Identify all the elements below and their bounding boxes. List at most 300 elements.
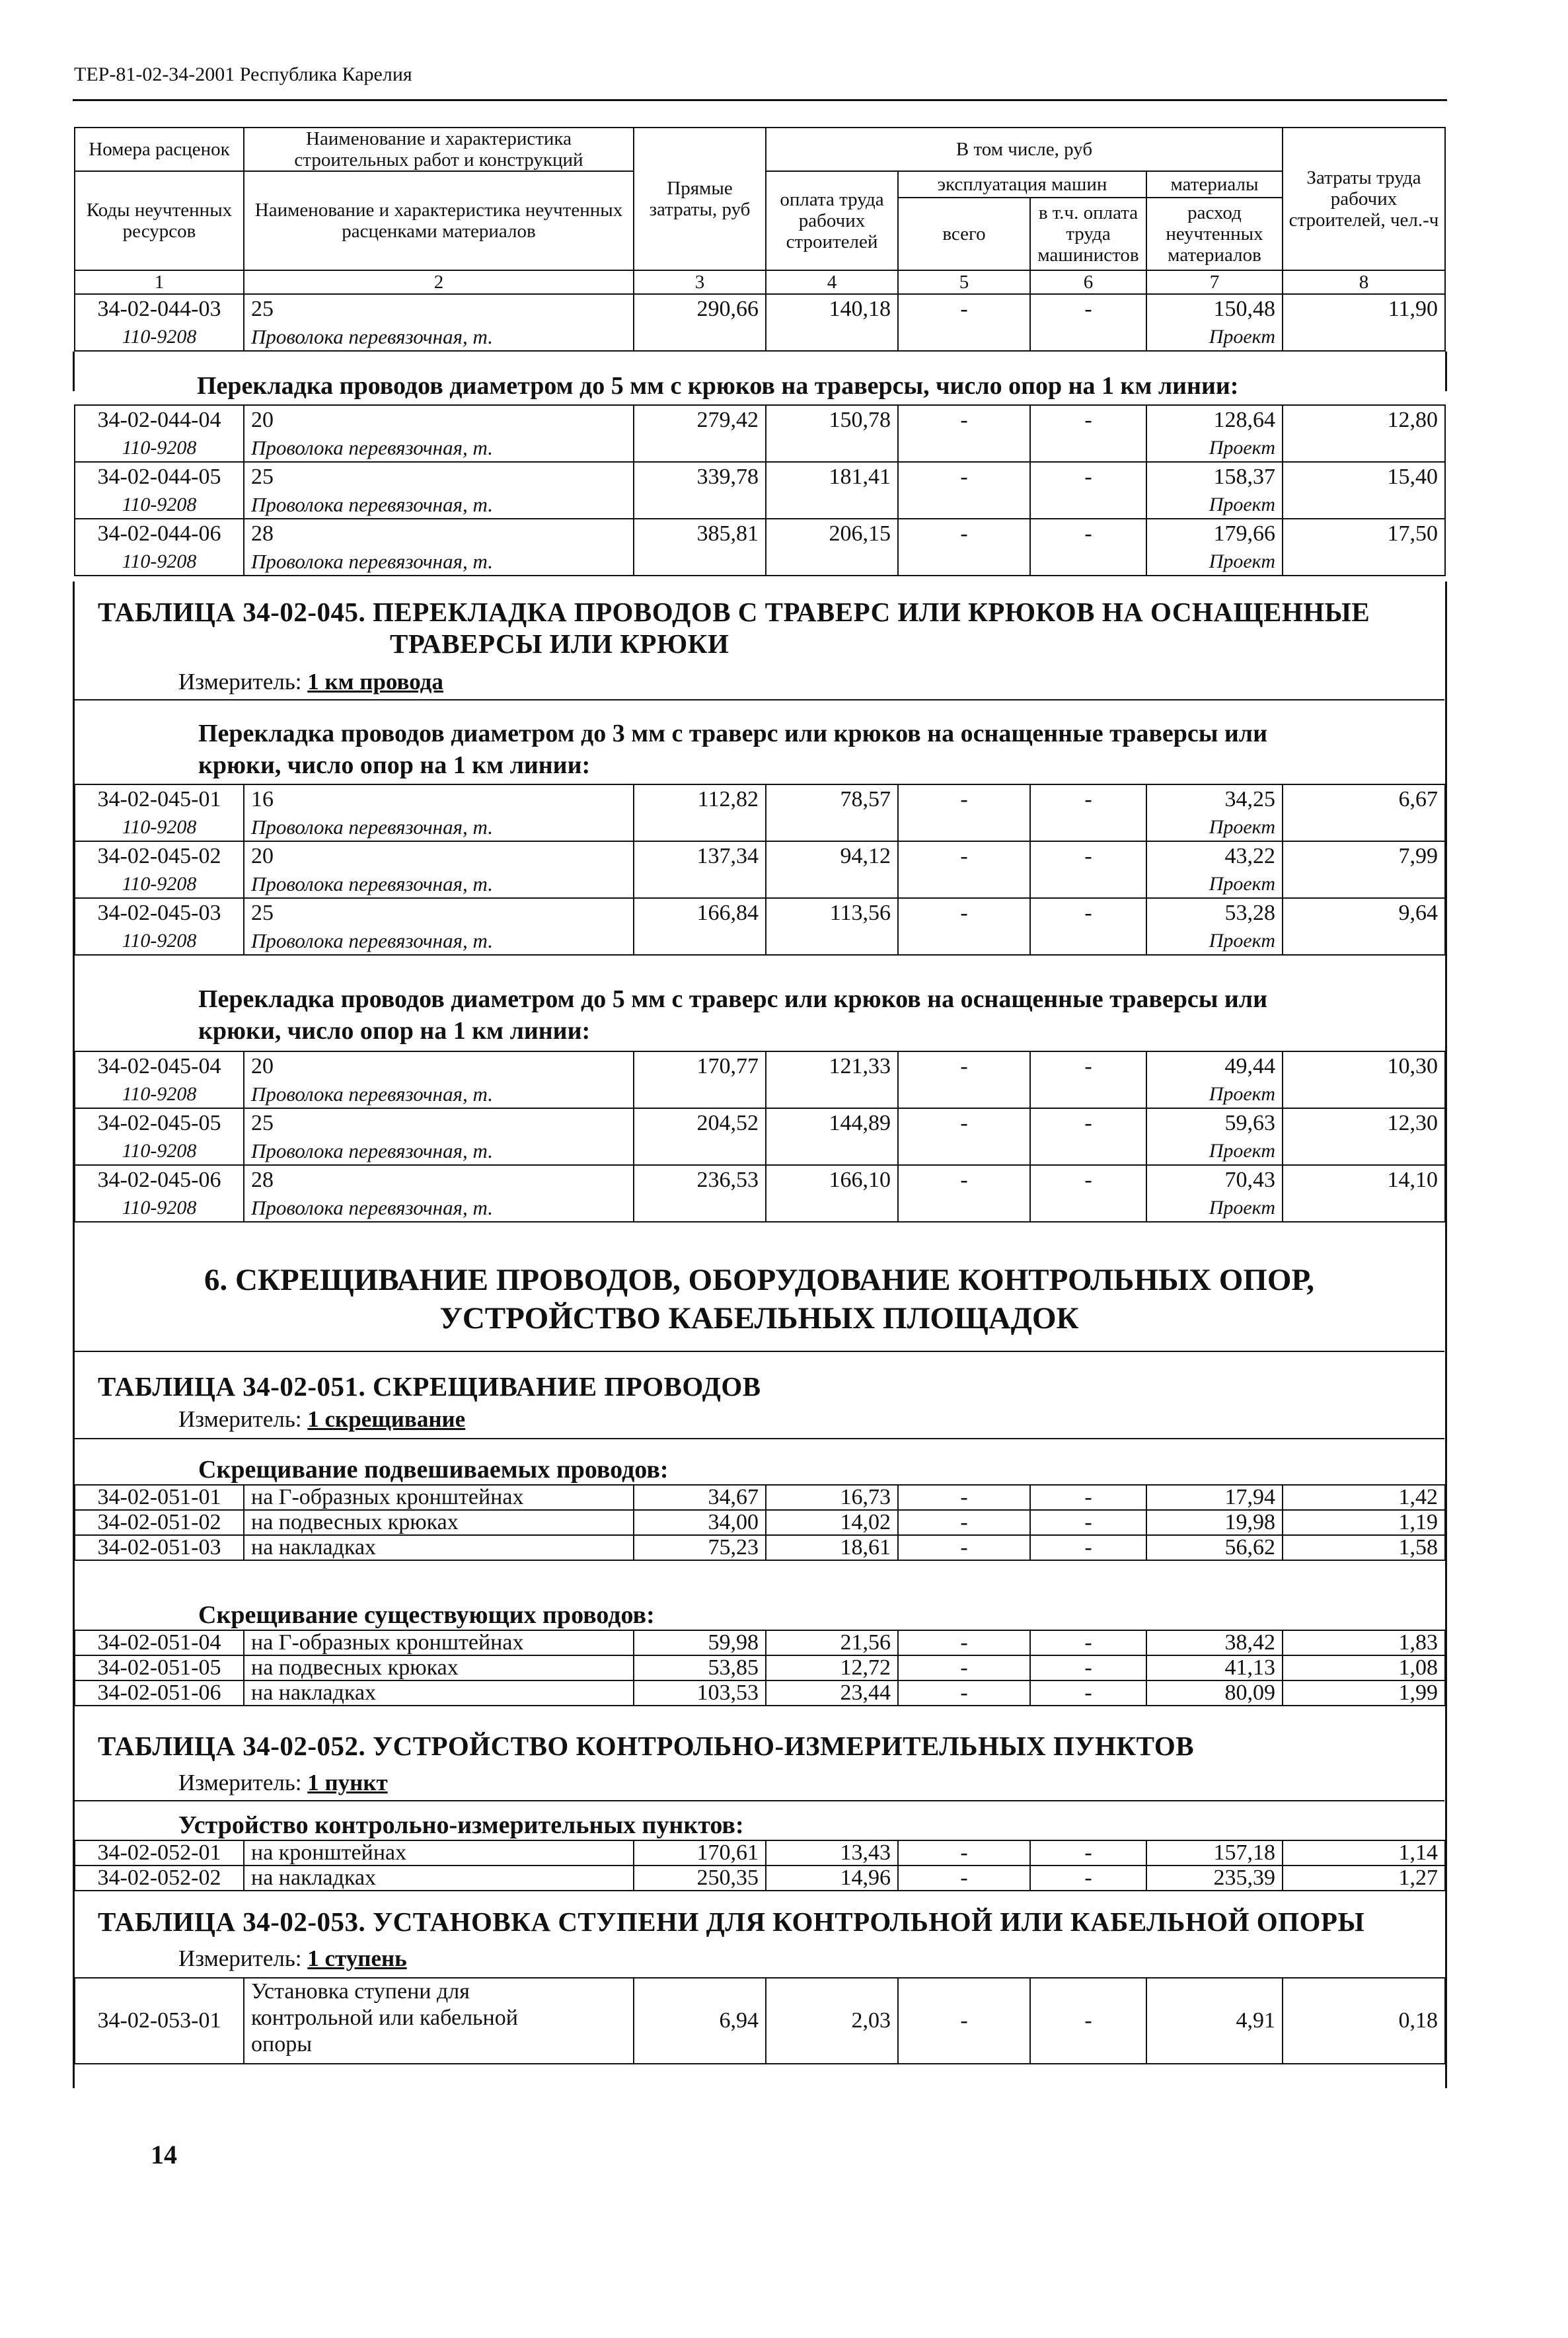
labor-hours: 1,19 [1283, 1510, 1445, 1535]
direct-cost: 59,98 [634, 1630, 766, 1655]
measure-label [178, 1770, 388, 1796]
empty-cell [634, 435, 766, 462]
table-row [75, 841, 1445, 871]
empty-cell [766, 324, 898, 351]
resource-code: 110-9208 [75, 1195, 244, 1222]
direct-cost: 166,84 [634, 898, 766, 928]
materials-cost: 4,91 [1146, 1978, 1283, 2064]
col-index: 7 [1146, 270, 1283, 294]
resource-code: 110-9208 [75, 1081, 244, 1108]
machine-total: - [898, 405, 1030, 435]
measure-value: 1 ступень [307, 1945, 407, 1971]
machine-total: - [898, 1510, 1030, 1535]
machinist-pay: - [1030, 784, 1146, 814]
machinist-pay: - [1030, 1630, 1146, 1655]
labor-hours: 9,64 [1283, 898, 1445, 928]
col-direct-costs: Прямые затраты, руб [634, 128, 766, 270]
work-name: 20 [244, 1051, 634, 1081]
work-name-line: контрольной или кабельной [251, 2006, 518, 2030]
project-note: Проект [1146, 1195, 1283, 1222]
section-rule [73, 1438, 1444, 1439]
empty-cell [766, 871, 898, 898]
labor-pay: 23,44 [766, 1680, 898, 1706]
labor-hours: 1,27 [1283, 1866, 1445, 1891]
col-rate-numbers: Номера расценок [75, 128, 244, 171]
materials-cost: 179,66 [1146, 519, 1283, 548]
rate-code: 34-02-052-02 [75, 1866, 244, 1891]
labor-pay: 2,03 [766, 1978, 898, 2064]
labor-hours: 1,08 [1283, 1655, 1445, 1680]
rate-code: 34-02-044-05 [75, 462, 244, 492]
labor-hours: 1,99 [1283, 1680, 1445, 1706]
direct-cost: 279,42 [634, 405, 766, 435]
machine-total: - [898, 462, 1030, 492]
rates-table-052 [74, 1840, 1446, 1891]
direct-cost: 137,34 [634, 841, 766, 871]
labor-hours: 1,83 [1283, 1630, 1445, 1655]
empty-cell [634, 548, 766, 576]
empty-cell [1030, 1138, 1146, 1165]
rate-code: 34-02-045-03 [75, 898, 244, 928]
machine-total: - [898, 1165, 1030, 1195]
machinist-pay: - [1030, 1840, 1146, 1866]
table-045-title-cont: ТРАВЕРСЫ ИЛИ КРЮКИ [390, 628, 729, 659]
labor-pay: 113,56 [766, 898, 898, 928]
material-name: Проволока перевязочная, т. [244, 928, 634, 955]
col-index: 5 [898, 270, 1030, 294]
empty-cell [766, 928, 898, 955]
col-index: 6 [1030, 270, 1146, 294]
material-name: Проволока перевязочная, т. [244, 548, 634, 576]
materials-cost: 59,63 [1146, 1108, 1283, 1138]
project-note: Проект [1146, 492, 1283, 519]
direct-cost: 34,67 [634, 1485, 766, 1510]
table-row [75, 1108, 1445, 1138]
material-row [75, 324, 1445, 351]
machinist-pay: - [1030, 898, 1146, 928]
materials-cost: 56,62 [1146, 1535, 1283, 1560]
work-name-line: опоры [251, 2032, 313, 2056]
section-rule [73, 699, 1444, 700]
rates-table-044a [74, 293, 1446, 352]
empty-cell [766, 1195, 898, 1222]
resource-code: 110-9208 [75, 928, 244, 955]
labor-hours: 6,67 [1283, 784, 1445, 814]
direct-cost: 204,52 [634, 1108, 766, 1138]
labor-pay: 150,78 [766, 405, 898, 435]
materials-cost: 34,25 [1146, 784, 1283, 814]
work-name: на подвесных крюках [244, 1510, 634, 1535]
materials-cost: 38,42 [1146, 1630, 1283, 1655]
group-title-cont: крюки, число опор на 1 км линии: [198, 1017, 591, 1045]
empty-cell [634, 814, 766, 841]
machine-total: - [898, 294, 1030, 324]
machinist-pay: - [1030, 1051, 1146, 1081]
rate-code: 34-02-053-01 [75, 1978, 244, 2064]
labor-pay: 94,12 [766, 841, 898, 871]
labor-hours: 11,90 [1283, 294, 1445, 324]
direct-cost: 290,66 [634, 294, 766, 324]
direct-cost: 112,82 [634, 784, 766, 814]
measure-label [178, 1945, 407, 1972]
measure-caption: Измеритель: [178, 1406, 302, 1432]
table-row [75, 1051, 1445, 1081]
measure-label [178, 669, 443, 695]
machine-total: - [898, 1655, 1030, 1680]
project-note: Проект [1146, 435, 1283, 462]
machine-total: - [898, 1978, 1030, 2064]
col-index: 4 [766, 270, 898, 294]
empty-cell [1030, 1195, 1146, 1222]
empty-cell [898, 324, 1030, 351]
resource-code: 110-9208 [75, 435, 244, 462]
empty-cell [766, 814, 898, 841]
labor-hours: 1,42 [1283, 1485, 1445, 1510]
materials-cost: 49,44 [1146, 1051, 1283, 1081]
materials-cost: 80,09 [1146, 1680, 1283, 1706]
empty-cell [898, 548, 1030, 576]
materials-cost: 157,18 [1146, 1840, 1283, 1866]
work-name: 28 [244, 1165, 634, 1195]
machinist-pay: - [1030, 1866, 1146, 1891]
col-index: 1 [75, 270, 244, 294]
machinist-pay: - [1030, 1655, 1146, 1680]
labor-pay: 166,10 [766, 1165, 898, 1195]
labor-pay: 206,15 [766, 519, 898, 548]
measure-value: 1 км провода [307, 669, 443, 695]
materials-cost: 235,39 [1146, 1866, 1283, 1891]
section-6-title-cont: УСТРОЙСТВО КАБЕЛЬНЫХ ПЛОЩАДОК [439, 1301, 1079, 1336]
table-row [75, 1866, 1445, 1891]
empty-cell [1283, 871, 1445, 898]
materials-cost: 70,43 [1146, 1165, 1283, 1195]
measure-caption: Измеритель: [178, 1945, 302, 1971]
group-title: Скрещивание существующих проводов: [198, 1601, 655, 1629]
labor-pay: 181,41 [766, 462, 898, 492]
labor-pay: 18,61 [766, 1535, 898, 1560]
direct-cost: 103,53 [634, 1680, 766, 1706]
measure-caption: Измеритель: [178, 1770, 302, 1795]
table-row [75, 1535, 1445, 1560]
work-name: на накладках [244, 1535, 634, 1560]
machinist-pay: - [1030, 1978, 1146, 2064]
rate-code: 34-02-045-01 [75, 784, 244, 814]
measure-value: 1 скрещивание [307, 1406, 466, 1432]
empty-cell [1283, 1081, 1445, 1108]
work-name: на накладках [244, 1680, 634, 1706]
work-name: на подвесных крюках [244, 1655, 634, 1680]
table-row [75, 1510, 1445, 1535]
header-rule [73, 99, 1447, 101]
table-row [75, 1485, 1445, 1510]
col-including: В том числе, руб [766, 128, 1283, 171]
empty-cell [1283, 492, 1445, 519]
direct-cost: 170,61 [634, 1840, 766, 1866]
direct-cost: 385,81 [634, 519, 766, 548]
col-index: 2 [244, 270, 634, 294]
labor-hours: 15,40 [1283, 462, 1445, 492]
group-title: Перекладка проводов диаметром до 3 мм с траверс или крюков на оснащенные траверсы или [198, 720, 1268, 747]
materials-cost: 43,22 [1146, 841, 1283, 871]
col-machine-total: всего [898, 198, 1030, 270]
resource-code: 110-9208 [75, 1138, 244, 1165]
empty-cell [1030, 871, 1146, 898]
group-title-cont: крюки, число опор на 1 км линии: [198, 751, 591, 779]
col-material-consumption: расход неучтенных материалов [1146, 198, 1283, 270]
material-name: Проволока перевязочная, т. [244, 1081, 634, 1108]
section-rule [73, 1351, 1444, 1352]
machinist-pay: - [1030, 1535, 1146, 1560]
rates-table-051b [74, 1630, 1446, 1706]
direct-cost: 6,94 [634, 1978, 766, 2064]
table-row [75, 1165, 1445, 1195]
machinist-pay: - [1030, 1108, 1146, 1138]
rate-code: 34-02-051-05 [75, 1655, 244, 1680]
labor-hours: 7,99 [1283, 841, 1445, 871]
empty-cell [634, 928, 766, 955]
resource-code: 110-9208 [75, 871, 244, 898]
empty-cell [1030, 324, 1146, 351]
col-work-name: Наименование и характеристика строительных работ и конструкций [244, 128, 634, 171]
group-title: Перекладка проводов диаметром до 5 мм с крюков на траверсы, число опор на 1 км линии: [197, 372, 1239, 400]
rate-code: 34-02-051-01 [75, 1485, 244, 1510]
empty-cell [1283, 814, 1445, 841]
group-title: Скрещивание подвешиваемых проводов: [198, 1456, 669, 1484]
material-row [75, 548, 1445, 576]
direct-cost: 250,35 [634, 1866, 766, 1891]
col-index: 8 [1283, 270, 1445, 294]
table-row [75, 462, 1445, 492]
resource-code: 110-9208 [75, 492, 244, 519]
material-name: Проволока перевязочная, т. [244, 814, 634, 841]
rates-table-051a [74, 1484, 1446, 1561]
col-worker-pay: оплата труда рабочих строителей [766, 171, 898, 270]
col-materials: материалы [1146, 171, 1283, 198]
empty-cell [1283, 1138, 1445, 1165]
col-resource-codes: Коды неучтенных ресурсов [75, 171, 244, 270]
machinist-pay: - [1030, 1510, 1146, 1535]
labor-hours: 14,10 [1283, 1165, 1445, 1195]
project-note: Проект [1146, 1138, 1283, 1165]
work-name: 16 [244, 784, 634, 814]
labor-pay: 121,33 [766, 1051, 898, 1081]
rates-table-053 [74, 1977, 1446, 2064]
machinist-pay: - [1030, 1485, 1146, 1510]
empty-cell [634, 492, 766, 519]
empty-cell [766, 1138, 898, 1165]
rate-code: 34-02-044-06 [75, 519, 244, 548]
measure-label [178, 1406, 465, 1433]
empty-cell [898, 871, 1030, 898]
labor-pay: 21,56 [766, 1630, 898, 1655]
rate-code: 34-02-045-05 [75, 1108, 244, 1138]
material-row [75, 814, 1445, 841]
work-name: 20 [244, 405, 634, 435]
table-row [75, 1978, 1445, 2064]
machine-total: - [898, 1680, 1030, 1706]
empty-cell [898, 1081, 1030, 1108]
labor-pay: 144,89 [766, 1108, 898, 1138]
machine-total: - [898, 784, 1030, 814]
work-name: 25 [244, 1108, 634, 1138]
labor-pay: 140,18 [766, 294, 898, 324]
rate-code: 34-02-051-06 [75, 1680, 244, 1706]
labor-hours: 10,30 [1283, 1051, 1445, 1081]
work-name: на накладках [244, 1866, 634, 1891]
material-row [75, 871, 1445, 898]
resource-code: 110-9208 [75, 324, 244, 351]
project-note: Проект [1146, 814, 1283, 841]
machine-total: - [898, 1051, 1030, 1081]
rate-code: 34-02-051-03 [75, 1535, 244, 1560]
project-note: Проект [1146, 548, 1283, 576]
empty-cell [1283, 928, 1445, 955]
work-name: 28 [244, 519, 634, 548]
direct-cost: 75,23 [634, 1535, 766, 1560]
rate-code: 34-02-052-01 [75, 1840, 244, 1866]
rate-code: 34-02-051-02 [75, 1510, 244, 1535]
material-row [75, 1081, 1445, 1108]
work-name-line: Установка ступени для [251, 1979, 470, 2004]
table-053-title: ТАБЛИЦА 34-02-053. УСТАНОВКА СТУПЕНИ ДЛЯ КОНТРОЛЬНОЙ ИЛИ КАБЕЛЬНОЙ ОПОРЫ [98, 1906, 1365, 1937]
material-row [75, 492, 1445, 519]
col-index: 3 [634, 270, 766, 294]
material-name: Проволока перевязочная, т. [244, 435, 634, 462]
machine-total: - [898, 898, 1030, 928]
table-row [75, 1630, 1445, 1655]
empty-cell [898, 1195, 1030, 1222]
empty-cell [1283, 435, 1445, 462]
machinist-pay: - [1030, 1165, 1146, 1195]
project-note: Проект [1146, 928, 1283, 955]
table-row [75, 1655, 1445, 1680]
empty-cell [898, 435, 1030, 462]
machine-total: - [898, 1108, 1030, 1138]
material-name: Проволока перевязочная, т. [244, 871, 634, 898]
empty-cell [898, 928, 1030, 955]
direct-cost: 170,77 [634, 1051, 766, 1081]
rates-table-044b [74, 404, 1446, 576]
rates-table-045a [74, 784, 1446, 956]
project-note: Проект [1146, 1081, 1283, 1108]
empty-cell [1030, 814, 1146, 841]
materials-cost: 158,37 [1146, 462, 1283, 492]
table-row [75, 519, 1445, 548]
empty-cell [634, 1081, 766, 1108]
table-row [75, 898, 1445, 928]
rate-code: 34-02-044-04 [75, 405, 244, 435]
project-note: Проект [1146, 324, 1283, 351]
table-row [75, 405, 1445, 435]
labor-pay: 13,43 [766, 1840, 898, 1866]
empty-cell [1283, 324, 1445, 351]
materials-cost: 150,48 [1146, 294, 1283, 324]
machine-total: - [898, 1866, 1030, 1891]
table-052-title: ТАБЛИЦА 34-02-052. УСТРОЙСТВО КОНТРОЛЬНО-ИЗМЕРИТЕЛЬНЫХ ПУНКТОВ [98, 1731, 1195, 1761]
machinist-pay: - [1030, 405, 1146, 435]
table-row [75, 784, 1445, 814]
labor-pay: 16,73 [766, 1485, 898, 1510]
empty-cell [1030, 435, 1146, 462]
material-name: Проволока перевязочная, т. [244, 1138, 634, 1165]
work-name: 25 [244, 294, 634, 324]
empty-cell [1283, 548, 1445, 576]
labor-hours: 1,58 [1283, 1535, 1445, 1560]
empty-cell [1030, 492, 1146, 519]
labor-hours: 1,14 [1283, 1840, 1445, 1866]
empty-cell [634, 1195, 766, 1222]
group-title: Устройство контрольно-измерительных пунктов: [178, 1811, 744, 1839]
section-6-title: 6. СКРЕЩИВАНИЕ ПРОВОДОВ, ОБОРУДОВАНИЕ КОНТРОЛЬНЫХ ОПОР, [204, 1263, 1315, 1297]
empty-cell [1030, 1081, 1146, 1108]
machinist-pay: - [1030, 519, 1146, 548]
work-name: 20 [244, 841, 634, 871]
empty-cell [634, 1138, 766, 1165]
material-name: Проволока перевязочная, т. [244, 492, 634, 519]
materials-cost: 128,64 [1146, 405, 1283, 435]
machine-total: - [898, 841, 1030, 871]
project-note: Проект [1146, 871, 1283, 898]
materials-cost: 19,98 [1146, 1510, 1283, 1535]
table-051-title: ТАБЛИЦА 34-02-051. СКРЕЩИВАНИЕ ПРОВОДОВ [98, 1371, 761, 1402]
machinist-pay: - [1030, 1680, 1146, 1706]
machine-total: - [898, 1630, 1030, 1655]
labor-pay: 78,57 [766, 784, 898, 814]
material-row [75, 1138, 1445, 1165]
direct-cost: 53,85 [634, 1655, 766, 1680]
table-045-title: ТАБЛИЦА 34-02-045. ПЕРЕКЛАДКА ПРОВОДОВ С ТРАВЕРС ИЛИ КРЮКОВ НА ОСНАЩЕННЫЕ [98, 597, 1370, 627]
machinist-pay: - [1030, 294, 1146, 324]
machine-total: - [898, 1840, 1030, 1866]
work-name: 25 [244, 898, 634, 928]
work-name: на кронштейнах [244, 1840, 634, 1866]
materials-cost: 17,94 [1146, 1485, 1283, 1510]
empty-cell [766, 435, 898, 462]
col-machinist-pay: в т.ч. оплата труда машинистов [1030, 198, 1146, 270]
measure-value: 1 пункт [307, 1770, 388, 1795]
labor-hours: 17,50 [1283, 519, 1445, 548]
group-title: Перекладка проводов диаметром до 5 мм с траверс или крюков на оснащенные траверсы или [198, 985, 1268, 1013]
material-row [75, 928, 1445, 955]
work-name [244, 1978, 634, 2064]
material-row [75, 435, 1445, 462]
direct-cost: 236,53 [634, 1165, 766, 1195]
machinist-pay: - [1030, 462, 1146, 492]
material-name: Проволока перевязочная, т. [244, 1195, 634, 1222]
empty-cell [766, 1081, 898, 1108]
labor-pay: 14,96 [766, 1866, 898, 1891]
empty-cell [766, 492, 898, 519]
empty-cell [898, 814, 1030, 841]
resource-code: 110-9208 [75, 814, 244, 841]
empty-cell [766, 548, 898, 576]
section-rule [73, 1800, 1444, 1801]
labor-hours: 0,18 [1283, 1978, 1445, 2064]
direct-cost: 34,00 [634, 1510, 766, 1535]
materials-cost: 41,13 [1146, 1655, 1283, 1680]
work-name: на Г-образных кронштейнах [244, 1630, 634, 1655]
rate-code: 34-02-045-04 [75, 1051, 244, 1081]
page-number: 14 [151, 2140, 177, 2169]
rates-table-045b [74, 1051, 1446, 1223]
work-name: на Г-образных кронштейнах [244, 1485, 634, 1510]
labor-pay: 12,72 [766, 1655, 898, 1680]
table-row [75, 1840, 1445, 1866]
empty-cell [898, 492, 1030, 519]
empty-cell [634, 871, 766, 898]
direct-cost: 339,78 [634, 462, 766, 492]
empty-cell [634, 324, 766, 351]
